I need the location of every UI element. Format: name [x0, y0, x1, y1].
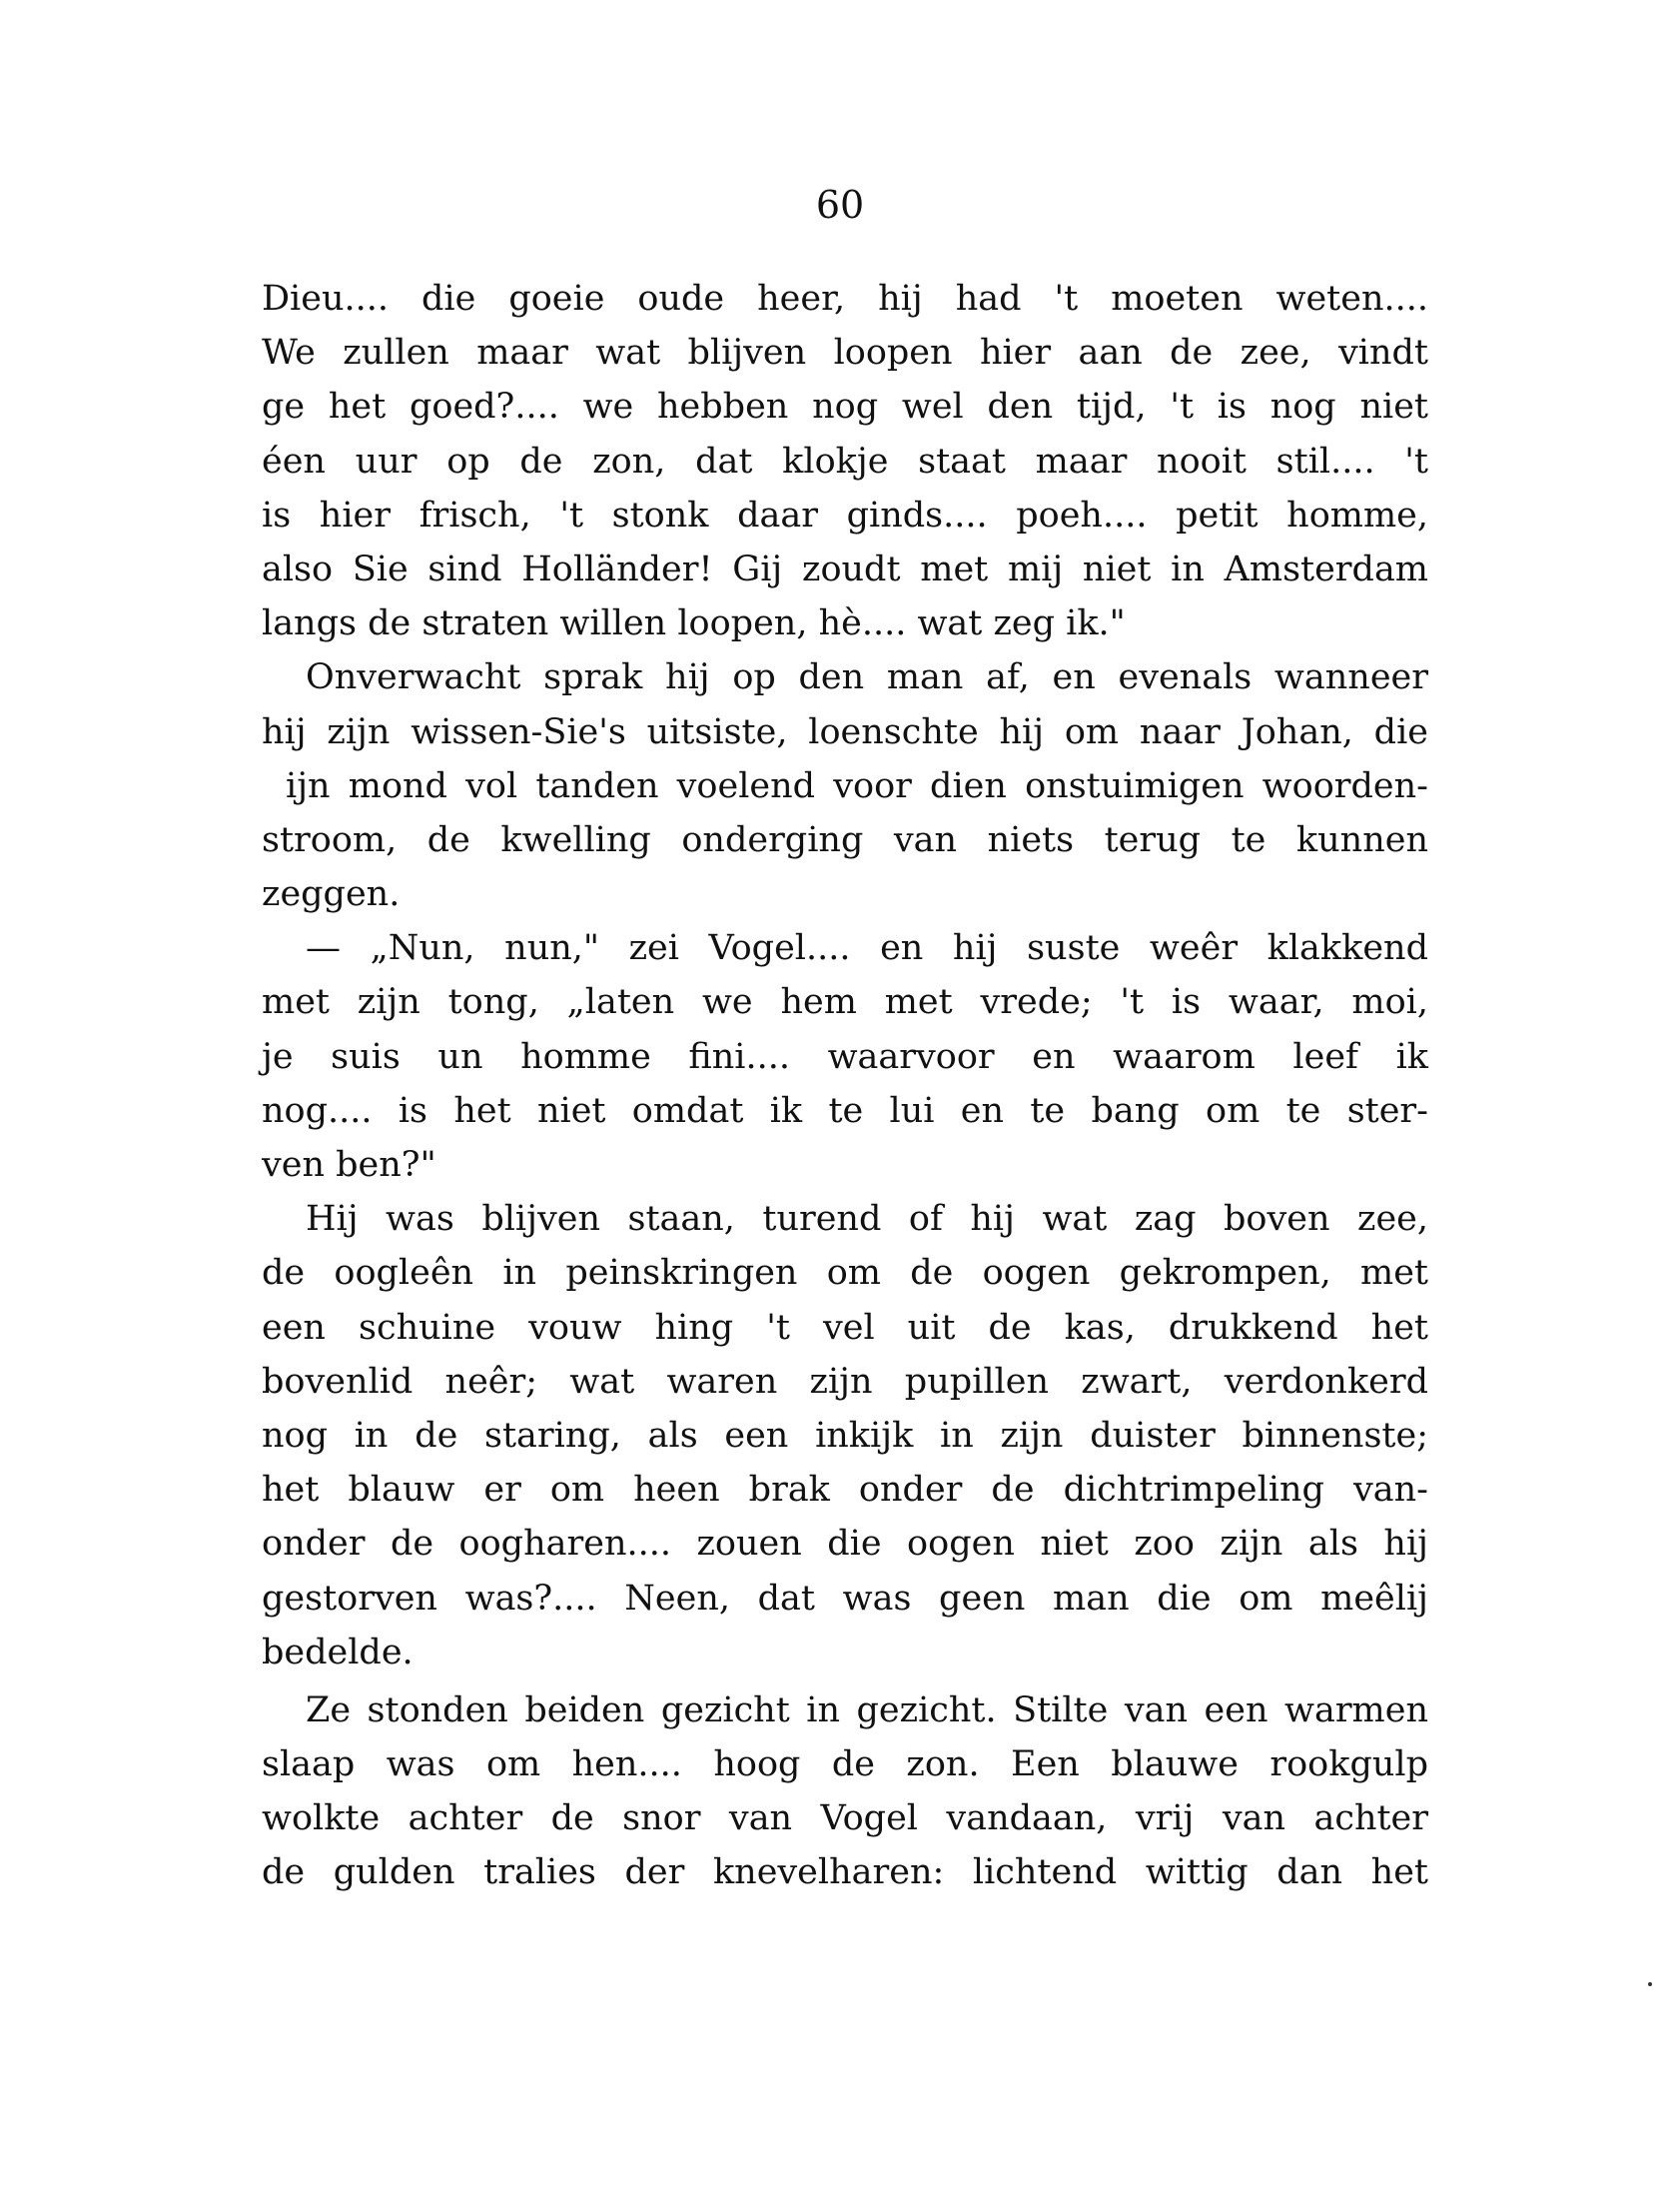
text-line: de oogleên in peinskringen om de oogen gekrompen, met — [262, 1253, 1428, 1294]
paragraph-3 — [262, 921, 1428, 1192]
text-line: Onverwacht sprak hij op den man af, en evenals wanneer — [306, 657, 1428, 698]
text-line: de gulden tralies der knevelharen: lichtend wittig dan het — [262, 1852, 1428, 1893]
text-line: onder de oogharen.... zouen die oogen niet zoo zijn als hij — [262, 1524, 1428, 1565]
paragraph-4 — [262, 1192, 1428, 1679]
body-text — [262, 272, 1428, 1900]
text-line: het blauw er om heen brak onder de dichtrimpeling van- — [262, 1470, 1428, 1511]
text-line: langs de straten willen loopen, hè.... wat zeg ik." — [262, 603, 1126, 644]
text-line: nog.... is het niet omdat ik te lui en te bang om te ster- — [262, 1090, 1428, 1131]
text-line: Dieu.... die goeie oude heer, hij had 't moeten weten.... — [262, 279, 1428, 319]
text-line: wolkte achter de snor van Vogel vandaan, vrij van achter — [262, 1798, 1428, 1839]
text-line: Hij was blijven staan, turend of hij wat zag boven zee, — [306, 1199, 1428, 1240]
text-line: is hier frisch, 't stonk daar ginds.... poeh.... petit homme, — [262, 495, 1428, 536]
text-line: slaap was om hen.... hoog de zon. Een blauwe rookgulp — [262, 1744, 1428, 1785]
text-line: gestorven was?.... Neen, dat was geen man die om meêlij — [262, 1578, 1428, 1619]
scan-speck — [1648, 1982, 1652, 1986]
text-line: bedelde. — [262, 1632, 414, 1672]
text-line: Ze stonden beiden gezicht in gezicht. Stilte van een warmen — [306, 1689, 1428, 1730]
text-line: We zullen maar wat blijven loopen hier aan de zee, vindt — [262, 333, 1428, 374]
text-line: éen uur op de zon, dat klokje staat maar nooit stil.... 't — [262, 441, 1428, 482]
paragraph-1 — [262, 272, 1428, 650]
paragraph-5 — [262, 1683, 1428, 1900]
page-number: 60 — [815, 183, 865, 227]
text-line: een schuine vouw hing 't vel uit de kas, drukkend het — [262, 1307, 1428, 1348]
text-line: bovenlid neêr; wat waren zijn pupillen zwart, verdonkerd — [262, 1361, 1428, 1402]
text-line: — „Nun, nun," zei Vogel.... en hij suste weêr klakkend — [306, 928, 1428, 969]
text-line: nog in de staring, als een inkijk in zijn duister binnenste; — [262, 1415, 1428, 1456]
text-line: ijn mond vol tanden voelend voor dien onstuimigen woorden- — [286, 765, 1428, 806]
paragraph-2 — [262, 650, 1428, 921]
text-line: ven ben?" — [262, 1145, 436, 1185]
text-line: met zijn tong, „laten we hem met vrede; 't is waar, moi, — [262, 982, 1428, 1023]
text-line: stroom, de kwelling onderging van niets terug te kunnen — [262, 819, 1428, 860]
text-line: hij zijn wissen-Sie's uitsiste, loenschte hij om naar Johan, die — [262, 711, 1428, 752]
text-line: also Sie sind Holländer! Gij zoudt met mij niet in Amsterdam — [262, 549, 1428, 589]
text-line: je suis un homme fini.... waarvoor en waarom leef ik — [262, 1036, 1428, 1077]
text-line: ge het goed?.... we hebben nog wel den tijd, 't is nog niet — [262, 387, 1428, 428]
text-line: zeggen. — [262, 874, 401, 915]
